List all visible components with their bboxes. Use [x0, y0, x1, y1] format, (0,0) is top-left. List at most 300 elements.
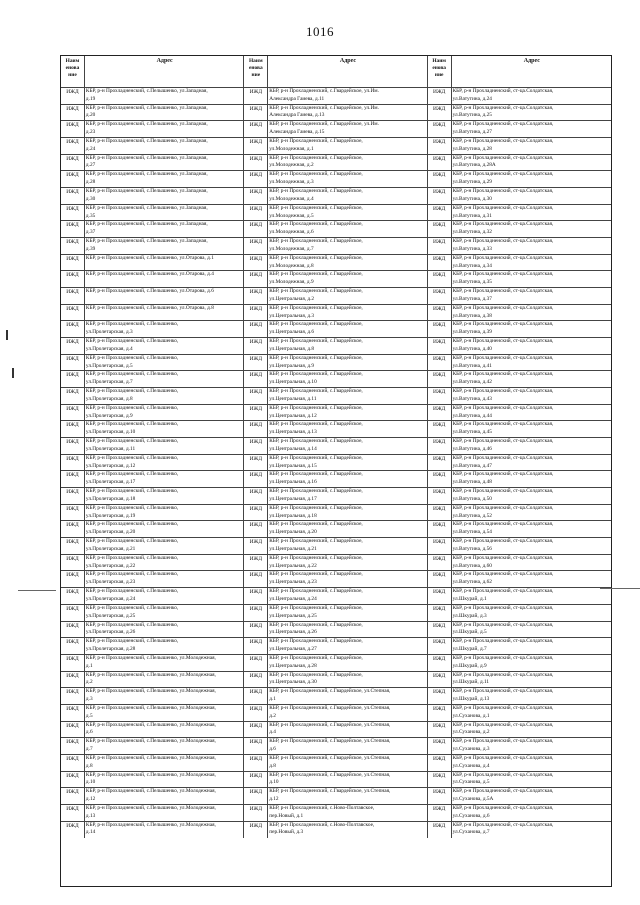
address-line-1: КБР, р-н Прохладненский, с.Пелышенко, ул.Молодежная, [85, 821, 216, 828]
address-cell [85, 205, 244, 221]
table-row [61, 421, 611, 438]
address-line-2: д.1 [269, 695, 276, 702]
address-cell [85, 772, 244, 788]
address-line-1: КБР, р-н Прохладненский, ст-ца.Солдатская, [452, 404, 554, 411]
object-type-cell: ИЖД [61, 622, 85, 638]
address-line-1: КБР, р-н Прохладненский, с.Пелышенко, [85, 438, 179, 445]
address-cell [268, 305, 427, 321]
address-line-1: КБР, р-н Прохладненский, ст-ца.Солдатская, [452, 421, 554, 428]
address-line-1: КБР, р-н Прохладненский, ст-ца.Солдатская, [452, 138, 554, 145]
address-line-2: ул.Центральная, д.22 [269, 562, 317, 569]
address-cell [452, 171, 611, 187]
object-type-cell: ИЖД [61, 738, 85, 754]
address-line-1: КБР, р-н Прохладненский, с.Пелышенко, [85, 338, 179, 345]
address-cell [268, 88, 427, 104]
object-type-cell: ИЖД [244, 321, 268, 337]
table-row [61, 622, 611, 639]
address-line-1: КБР, р-н Прохладненский, с.Гвардейское, [269, 204, 363, 211]
address-line-1: КБР, р-н Прохладненский, с.Гвардейское, [269, 504, 363, 511]
address-line-2: ул.Пролетарская, д.21 [85, 545, 136, 552]
object-type-cell: ИЖД [244, 221, 268, 237]
address-line-1: КБР, р-н Прохладненский, ст-ца.Солдатская, [452, 371, 554, 378]
address-line-2: ул.Шкурай, д.11 [452, 679, 490, 686]
object-type-cell: ИЖД [428, 471, 452, 487]
address-line-2: ул.Центральная, д.25 [269, 612, 317, 619]
address-line-2: ул.Ватутина, д.37 [452, 295, 492, 302]
address-cell [85, 672, 244, 688]
address-line-1: КБР, р-н Прохладненский, ст-ца.Солдатская, [452, 188, 554, 195]
object-type-cell: ИЖД [428, 788, 452, 804]
address-line-2: ул.Пролетарская, д.22 [85, 562, 136, 569]
object-type-cell: ИЖД [244, 688, 268, 704]
address-line-2: д.13 [85, 812, 96, 819]
column-header-type-3: Наим енова ние [428, 56, 452, 87]
table-row [61, 688, 611, 705]
object-type-cell: ИЖД [61, 371, 85, 387]
object-type-cell: ИЖД [244, 672, 268, 688]
table-row [61, 672, 611, 689]
address-cell [268, 421, 427, 437]
object-type-cell: ИЖД [244, 255, 268, 271]
address-line-2: ул.Пролетарская, д.17 [85, 479, 136, 486]
table-row [61, 488, 611, 505]
address-cell [85, 155, 244, 171]
address-cell [268, 188, 427, 204]
address-line-2: ул.Молодежная, д.9 [269, 279, 314, 286]
address-cell [452, 755, 611, 771]
address-cell [452, 221, 611, 237]
address-cell [268, 371, 427, 387]
address-line-1: КБР, р-н Прохладненский, с.Пелышенко, [85, 454, 179, 461]
address-cell [268, 755, 427, 771]
address-line-2: ул.Центральная, д.15 [269, 462, 317, 469]
address-line-1: КБР, р-н Прохладненский, с.Гвардейское, [269, 371, 363, 378]
object-type-cell: ИЖД [61, 772, 85, 788]
scan-mark-fold-line-right [600, 588, 640, 589]
address-line-1: КБР, р-н Прохладненский, ст-ца.Солдатская, [452, 204, 554, 211]
address-line-1: КБР, р-н Прохладненский, ст-ца.Солдатская, [452, 538, 554, 545]
address-line-2: ул.Ватутина, д.52 [452, 512, 492, 519]
address-line-1: КБР, р-н Прохладненский, с.Гвардейское, [269, 638, 363, 645]
address-line-2: ул.Ватутина, д.62 [452, 579, 492, 586]
address-line-1: КБР, р-н Прохладненский, ст-ца.Солдатская, [452, 721, 554, 728]
column-header-address-1: Адрес [85, 56, 244, 87]
address-line-2: д.27 [85, 162, 96, 169]
scan-mark-left-2 [12, 368, 14, 378]
address-line-2: Александра Гаиева, д.13 [269, 112, 325, 119]
address-cell [85, 738, 244, 754]
address-line-2: д.2 [269, 712, 276, 719]
object-type-cell: ИЖД [244, 288, 268, 304]
table-row [61, 271, 611, 288]
address-line-1: КБР, р-н Прохладненский, с.Пелышенко, ул.Западная, [85, 138, 208, 145]
address-cell [268, 155, 427, 171]
object-type-cell: ИЖД [244, 388, 268, 404]
address-line-1: КБР, р-н Прохладненский, с.Гвардейское, [269, 488, 363, 495]
address-cell [268, 571, 427, 587]
address-line-1: КБР, р-н Прохладненский, с.Гвардейское, [269, 304, 363, 311]
address-cell [452, 805, 611, 821]
object-type-cell: ИЖД [244, 655, 268, 671]
address-line-2: ул.Ватутина, д.30 [452, 195, 492, 202]
address-cell [452, 455, 611, 471]
address-line-1: КБР, р-н Прохладненский, ст-ца.Солдатская, [452, 704, 554, 711]
address-line-1: КБР, р-н Прохладненский, ст-ца.Солдатская, [452, 238, 554, 245]
address-cell [452, 555, 611, 571]
address-line-1: КБР, р-н Прохладненский, с.Пелышенко, ул.Западная, [85, 221, 208, 228]
object-type-cell: ИЖД [244, 171, 268, 187]
table-row [61, 438, 611, 455]
address-line-1: КБР, р-н Прохладненский, ст-ца.Солдатская, [452, 504, 554, 511]
table-row [61, 405, 611, 422]
address-cell [85, 388, 244, 404]
address-cell [85, 321, 244, 337]
object-type-cell: ИЖД [244, 88, 268, 104]
address-line-1: КБР, р-н Прохладненский, ст-ца.Солдатская, [452, 688, 554, 695]
object-type-cell: ИЖД [244, 805, 268, 821]
address-line-1: КБР, р-н Прохладненский, с.Гвардейское, ул.Степная, [269, 738, 391, 745]
address-line-2: д.20 [85, 112, 96, 119]
object-type-cell: ИЖД [61, 321, 85, 337]
address-line-1: КБР, р-н Прохладненский, ст-ца.Солдатская, [452, 438, 554, 445]
address-cell [268, 605, 427, 621]
address-cell [268, 338, 427, 354]
address-line-2: д.6 [269, 746, 276, 752]
address-cell [268, 405, 427, 421]
address-line-1: КБР, р-н Прохладненский, ст-ца.Солдатская, [452, 304, 554, 311]
address-cell [452, 405, 611, 421]
address-line-1: КБР, р-н Прохладненский, с.Пелышенко, ул.Молодежная, [85, 754, 216, 761]
address-line-2: ул.Молодежная, д.6 [269, 229, 314, 236]
address-line-2: ул.Ватутина, д.24 [452, 95, 492, 102]
address-line-1: КБР, р-н Прохладненский, ст-ца.Солдатская, [452, 88, 554, 94]
table-row [61, 521, 611, 538]
address-line-2: д.8 [85, 762, 93, 769]
scan-mark-fold-line-left [18, 590, 56, 591]
object-type-cell: ИЖД [61, 188, 85, 204]
address-cell [268, 388, 427, 404]
address-line-1: КБР, р-н Прохладненский, с.Пелышенко, [85, 571, 179, 578]
address-cell [452, 772, 611, 788]
address-line-1: КБР, р-н Прохладненский, ст-ца.Солдатская, [452, 771, 554, 778]
address-cell [268, 471, 427, 487]
object-type-cell: ИЖД [428, 205, 452, 221]
object-type-cell: ИЖД [61, 755, 85, 771]
address-line-2: ул.Центральная, д.8 [269, 345, 315, 352]
object-type-cell: ИЖД [244, 772, 268, 788]
address-line-2: ул.Суханова, д.3 [452, 746, 490, 752]
address-line-1: КБР, р-н Прохладненский, с.Пелышенко, [85, 638, 179, 645]
address-cell [85, 505, 244, 521]
address-line-2: д.12 [269, 796, 279, 803]
address-line-1: КБР, р-н Прохладненский, с.Гвардейское, [269, 238, 363, 245]
address-cell [268, 555, 427, 571]
object-type-cell: ИЖД [244, 188, 268, 204]
address-line-1: КБР, р-н Прохладненский, с.Пелышенко, [85, 488, 179, 495]
address-line-1: КБР, р-н Прохладненский, с.Пелышенко, ул.Западная, [85, 121, 208, 128]
object-type-cell: ИЖД [61, 288, 85, 304]
address-line-2: д.2 [85, 679, 93, 686]
address-cell [85, 171, 244, 187]
object-type-cell: ИЖД [244, 121, 268, 137]
object-type-cell: ИЖД [244, 622, 268, 638]
table-row [61, 638, 611, 655]
address-line-1: КБР, р-н Прохладненский, с.Гвардейское, [269, 604, 363, 611]
address-line-1: КБР, р-н Прохладненский, с.Пелышенко, [85, 621, 179, 628]
address-line-1: КБР, р-н Прохладненский, ст-ца.Солдатская, [452, 621, 554, 628]
address-line-1: КБР, р-н Прохладненский, с.Гвардейское, [269, 588, 363, 595]
table-row [61, 321, 611, 338]
object-type-cell: ИЖД [428, 338, 452, 354]
address-line-2: ул.Суханова, д.5А [452, 796, 494, 803]
address-line-2: ул.Шкурай, д.13 [452, 695, 490, 702]
address-line-1: КБР, р-н Прохладненский, с.Гвардейское, [269, 354, 363, 361]
address-line-2: ул.Центральная, д.18 [269, 512, 317, 519]
address-line-2: ул.Суханова, д.4 [452, 762, 490, 769]
address-line-2: ул.Ватутина, д.33 [452, 245, 492, 252]
address-line-1: КБР, р-н Прохладненский, с.Гвардейское, ул.Степная, [269, 754, 391, 761]
address-line-2: д.24 [85, 145, 96, 152]
address-line-2: ул.Пролетарская, д.18 [85, 495, 136, 502]
address-cell [452, 571, 611, 587]
address-line-2: ул.Пролетарская, д.9 [85, 412, 133, 419]
address-cell [85, 655, 244, 671]
object-type-cell: ИЖД [244, 155, 268, 171]
address-line-1: КБР, р-н Прохладненский, ст-ца.Солдатская, [452, 754, 554, 761]
address-cell [85, 638, 244, 654]
address-line-1: КБР, р-н Прохладненский, с.Пелышенко, ул.Молодежная, [85, 671, 216, 678]
address-line-1: КБР, р-н Прохладненский, с.Пелышенко, [85, 504, 179, 511]
address-line-2: ул.Пролетарская, д.3 [85, 329, 133, 336]
object-type-cell: ИЖД [244, 205, 268, 221]
address-line-1: КБР, р-н Прохладненский, с.Пелышенко, [85, 421, 179, 428]
address-cell [85, 538, 244, 554]
address-line-2: д.10 [85, 779, 96, 786]
object-type-cell: ИЖД [61, 655, 85, 671]
address-cell [268, 655, 427, 671]
address-cell [268, 521, 427, 537]
address-line-2: ул.Центральная, д.23 [269, 579, 317, 586]
address-line-2: ул.Шкурай, д.5 [452, 629, 487, 636]
address-cell [85, 438, 244, 454]
address-line-2: ул.Молодежная, д.1 [269, 145, 314, 152]
object-type-cell: ИЖД [428, 421, 452, 437]
address-line-1: КБР, р-н Прохладненский, с.Гвардейское, [269, 271, 363, 278]
address-cell [452, 471, 611, 487]
address-cell [452, 655, 611, 671]
address-line-2: ул.Шкурай, д.7 [452, 645, 487, 652]
address-line-1: КБР, р-н Прохладненский, с.Пелышенко, ул.Молодежная, [85, 654, 216, 661]
object-type-cell: ИЖД [61, 205, 85, 221]
address-cell [268, 171, 427, 187]
address-line-1: КБР, р-н Прохладненский, с.Гвардейское, [269, 654, 363, 661]
address-cell [268, 772, 427, 788]
address-cell [85, 622, 244, 638]
address-line-1: КБР, р-н Прохладненский, с.Гвардейское, ул.Степная, [269, 704, 391, 711]
object-type-cell: ИЖД [428, 171, 452, 187]
address-cell [268, 505, 427, 521]
address-line-1: КБР, р-н Прохладненский, с.Гвардейское, [269, 538, 363, 545]
address-line-1: КБР, р-н Прохладненский, с.Пелышенко, ул.Молодежная, [85, 721, 216, 728]
address-line-2: ул.Ватутина, д.42 [452, 379, 492, 386]
address-line-1: КБР, р-н Прохладненский, с.Пелышенко, ул.Западная, [85, 154, 208, 161]
address-cell [85, 105, 244, 121]
address-line-2: ул.Центральная, д.11 [269, 395, 317, 402]
address-cell [452, 688, 611, 704]
address-line-1: КБР, р-н Прохладненский, ст-ца.Солдатская, [452, 254, 554, 261]
object-type-cell: ИЖД [244, 571, 268, 587]
address-cell [268, 538, 427, 554]
object-type-cell: ИЖД [61, 388, 85, 404]
address-line-1: КБР, р-н Прохладненский, с.Пелышенко, ул.Отарова, д.8 [85, 304, 214, 311]
table-row [61, 772, 611, 789]
object-type-cell: ИЖД [428, 822, 452, 839]
table-row [61, 121, 611, 138]
object-type-cell: ИЖД [244, 822, 268, 839]
address-cell [268, 822, 427, 839]
table-row [61, 338, 611, 355]
address-line-2: ул.Суханова, д.2 [452, 729, 490, 736]
address-line-2: ул.Пролетарская, д.23 [85, 579, 136, 586]
object-type-cell: ИЖД [428, 321, 452, 337]
address-line-1: КБР, р-н Прохладненский, с.Гвардейское, [269, 421, 363, 428]
address-cell [452, 155, 611, 171]
address-line-2: ул.Пролетарская, д.28 [85, 645, 136, 652]
address-line-2: д.39 [85, 245, 96, 252]
address-line-2: ул.Ватутина, д.45 [452, 429, 492, 436]
address-line-1: КБР, р-н Прохладненский, с.Гвардейское, [269, 254, 363, 261]
table-row [61, 722, 611, 739]
object-type-cell: ИЖД [61, 555, 85, 571]
address-line-1: КБР, р-н Прохладненский, с.Пелышенко, [85, 538, 179, 545]
address-cell [268, 672, 427, 688]
object-type-cell: ИЖД [61, 438, 85, 454]
address-line-1: КБР, р-н Прохладненский, ст-ца.Солдатская, [452, 354, 554, 361]
address-line-1: КБР, р-н Прохладненский, с.Гвардейское, [269, 571, 363, 578]
address-cell [452, 188, 611, 204]
address-line-2: ул.Пролетарская, д.8 [85, 395, 133, 402]
table-row [61, 505, 611, 522]
address-cell [268, 105, 427, 121]
object-type-cell: ИЖД [428, 288, 452, 304]
object-type-cell: ИЖД [61, 805, 85, 821]
object-type-cell: ИЖД [61, 471, 85, 487]
address-line-2: ул.Ватутина, д.38 [452, 312, 492, 319]
address-line-1: КБР, р-н Прохладненский, ст-ца.Солдатская, [452, 738, 554, 745]
address-line-1: КБР, р-н Прохладненский, с.Пелышенко, ул.Западная, [85, 204, 208, 211]
address-cell [268, 805, 427, 821]
object-type-cell: ИЖД [428, 271, 452, 287]
object-type-cell: ИЖД [428, 588, 452, 604]
table-row [61, 371, 611, 388]
object-type-cell: ИЖД [244, 238, 268, 254]
object-type-cell: ИЖД [428, 155, 452, 171]
address-line-1: КБР, р-н Прохладненский, ст-ца.Солдатская, [452, 788, 554, 795]
address-line-2: д.1 [85, 662, 93, 669]
address-line-2: д.6 [85, 729, 93, 736]
object-type-cell: ИЖД [61, 155, 85, 171]
address-line-2: ул.Пролетарская, д.19 [85, 512, 136, 519]
column-header-address-3: Адрес [523, 58, 540, 64]
address-line-1: КБР, р-н Прохладненский, с.Гвардейское, ул.Степная, [269, 688, 391, 695]
address-cell [85, 722, 244, 738]
address-line-2: ул.Центральная, д.16 [269, 479, 317, 486]
address-cell [85, 705, 244, 721]
address-line-2: ул.Молодежная, д.4 [269, 195, 314, 202]
address-line-2: ул.Пролетарская, д.7 [85, 379, 133, 386]
address-cell [85, 521, 244, 537]
object-type-cell: ИЖД [244, 638, 268, 654]
table-row [61, 305, 611, 322]
column-header-type-1: Наим енова ние [61, 56, 85, 87]
address-cell [452, 638, 611, 654]
address-line-1: КБР, р-н Прохладненский, с.Гвардейское, ул.Им. [269, 88, 379, 94]
address-line-2: ул.Центральная, д.2 [269, 295, 315, 302]
address-cell [85, 605, 244, 621]
address-line-1: КБР, р-н Прохладненский, с.Гвардейское, [269, 138, 363, 145]
address-line-1: КБР, р-н Прохладненский, с.Пелышенко, ул.Отарова, д.1 [85, 254, 214, 261]
object-type-cell: ИЖД [61, 305, 85, 321]
address-line-1: КБР, р-н Прохладненский, с.Пелышенко, [85, 371, 179, 378]
address-line-1: КБР, р-н Прохладненский, с.Гвардейское, [269, 404, 363, 411]
address-line-2: ул.Центральная, д.6 [269, 329, 315, 336]
object-type-cell: ИЖД [428, 305, 452, 321]
address-line-2: ул.Суханова, д.1 [452, 712, 490, 719]
address-line-1: КБР, р-н Прохладненский, с.Гвардейское, [269, 621, 363, 628]
object-type-cell: ИЖД [244, 138, 268, 154]
address-line-2: ул.Пролетарская, д.5 [85, 362, 133, 369]
object-type-cell: ИЖД [244, 555, 268, 571]
address-cell [452, 338, 611, 354]
address-line-1: КБР, р-н Прохладненский, ст-ца.Солдатская, [452, 588, 554, 595]
address-line-2: Александра Гаиева, д.15 [269, 129, 325, 136]
object-type-cell: ИЖД [244, 722, 268, 738]
object-type-cell: ИЖД [244, 455, 268, 471]
object-type-cell: ИЖД [61, 255, 85, 271]
address-cell [85, 221, 244, 237]
address-cell [85, 688, 244, 704]
object-type-cell: ИЖД [61, 338, 85, 354]
address-line-2: ул.Молодежная, д.7 [269, 245, 314, 252]
address-cell [452, 271, 611, 287]
address-line-1: КБР, р-н Прохладненский, с.Пелышенко, ул.Западная, [85, 104, 208, 111]
address-line-2: ул.Центральная, д.30 [269, 679, 317, 686]
address-line-1: КБР, р-н Прохладненский, с.Гвардейское, [269, 471, 363, 478]
address-line-1: КБР, р-н Прохладненский, ст-ца.Солдатская, [452, 604, 554, 611]
address-line-1: КБР, р-н Прохладненский, ст-ца.Солдатская, [452, 321, 554, 328]
table-row [61, 788, 611, 805]
address-cell [268, 255, 427, 271]
object-type-cell: ИЖД [61, 705, 85, 721]
address-cell [268, 138, 427, 154]
address-line-1: КБР, р-н Прохладненский, с.Пелышенко, [85, 554, 179, 561]
address-cell [452, 822, 611, 839]
table-row [61, 738, 611, 755]
address-line-2: ул.Ватутина, д.56 [452, 545, 492, 552]
address-line-2: ул.Ватутина, д.48 [452, 479, 492, 486]
address-line-2: ул.Центральная, д.27 [269, 645, 317, 652]
address-cell [85, 88, 244, 104]
address-line-1: КБР, р-н Прохладненский, с.Пелышенко, ул.Молодежная, [85, 738, 216, 745]
address-line-1: КБР, р-н Прохладненский, с.Пелышенко, ул.Молодежная, [85, 788, 216, 795]
address-line-2: д.19 [85, 95, 96, 102]
address-cell [452, 321, 611, 337]
address-table [60, 55, 612, 887]
address-cell [452, 238, 611, 254]
address-line-1: КБР, р-н Прохладненский, ст-ца.Солдатская, [452, 471, 554, 478]
address-cell [268, 455, 427, 471]
address-cell [452, 505, 611, 521]
